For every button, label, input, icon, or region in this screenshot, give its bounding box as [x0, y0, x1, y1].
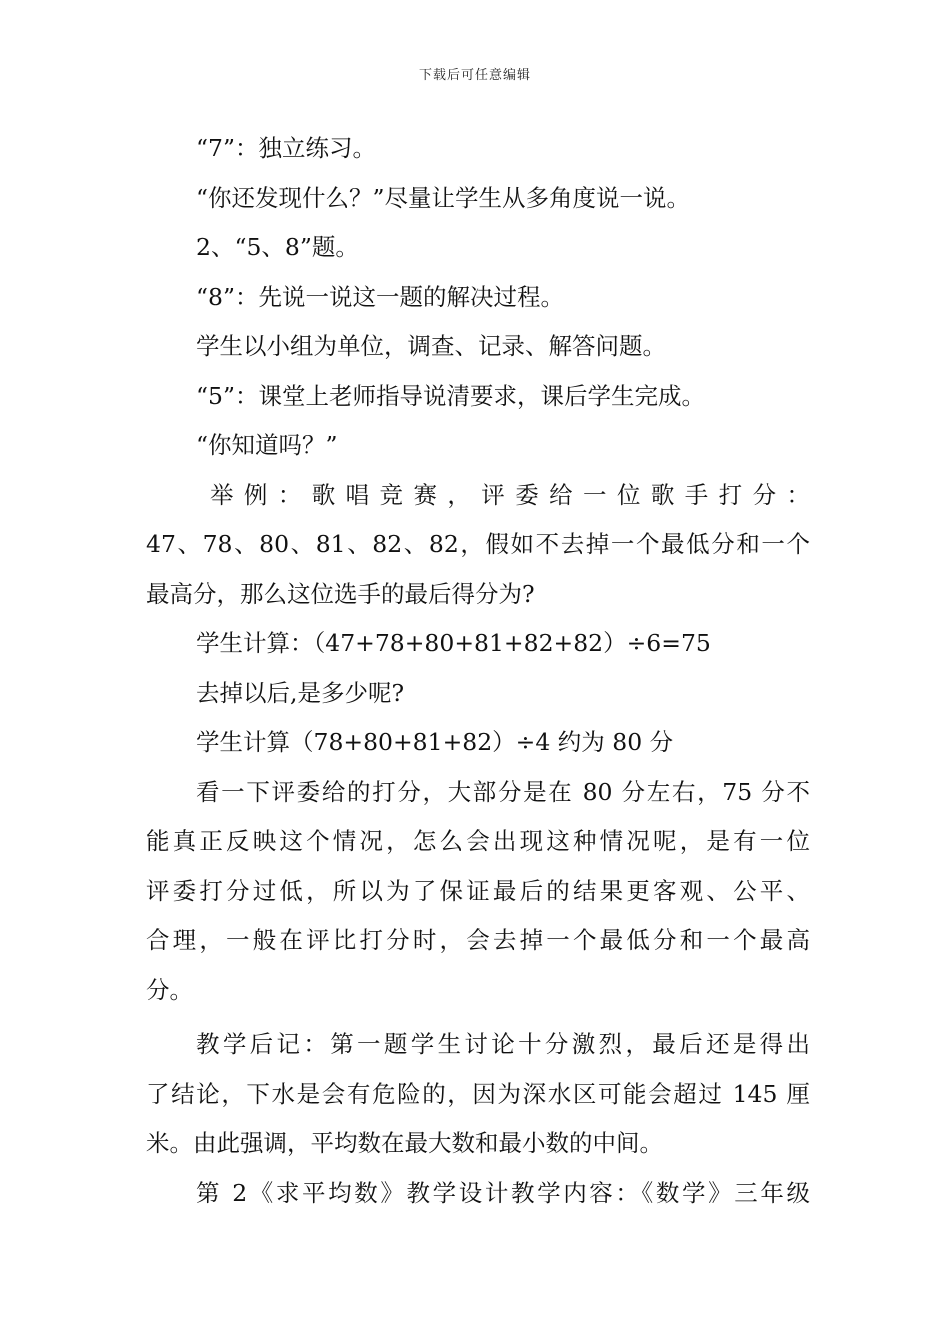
text-line: 学生计算（78+80+81+82）÷4 约为 80 分	[196, 728, 674, 756]
text-line: 去掉以后,是多少呢?	[196, 678, 405, 707]
text-line: “你还发现什么？”尽量让学生从多角度说一说。	[196, 183, 691, 212]
text-line: 学生以小组为单位，调查、记录、解答问题。	[196, 332, 666, 360]
document-body	[146, 124, 810, 1218]
text-line: 举例：歌唱竞赛，评委给一位歌手打分：	[210, 480, 810, 509]
text-line: 评委打分过低，所以为了保证最后的结果更客观、公平、	[146, 876, 810, 905]
text-line: 学生计算：（47+78+80+81+82+82）÷6=75	[196, 629, 711, 657]
text-line: 分。	[146, 975, 193, 1004]
text-line: 2、“5、8”题。	[196, 233, 359, 261]
text-line: “8”：先说一说这一题的解决过程。	[196, 282, 564, 311]
text-line: 47、78、80、81、82、82，假如不去掉一个最低分和一个	[146, 530, 810, 558]
text-line: 了结论，下水是会有危险的，因为深水区可能会超过 145 厘	[146, 1079, 810, 1108]
text-line: 能真正反映这个情况，怎么会出现这种情况呢，是有一位	[146, 827, 810, 855]
text-line: “你知道吗？”	[196, 431, 338, 459]
text-line: 第 2《求平均数》教学设计教学内容：《数学》三年级	[196, 1178, 810, 1207]
text-line: “7”：独立练习。	[196, 134, 376, 162]
text-line: “5”：课堂上老师指导说清要求，课后学生完成。	[196, 381, 705, 410]
text-line: 最高分，那么这位选手的最后得分为?	[146, 579, 535, 608]
page-header: 下载后可任意编辑	[418, 68, 531, 83]
text-line: 看一下评委给的打分，大部分是在 80 分左右，75 分不	[196, 777, 810, 806]
text-line: 教学后记：第一题学生讨论十分激烈，最后还是得出	[196, 1030, 810, 1058]
text-line: 合理，一般在评比打分时，会去掉一个最低分和一个最高	[146, 926, 810, 954]
text-line: 米。由此强调，平均数在最大数和最小数的中间。	[146, 1129, 663, 1157]
